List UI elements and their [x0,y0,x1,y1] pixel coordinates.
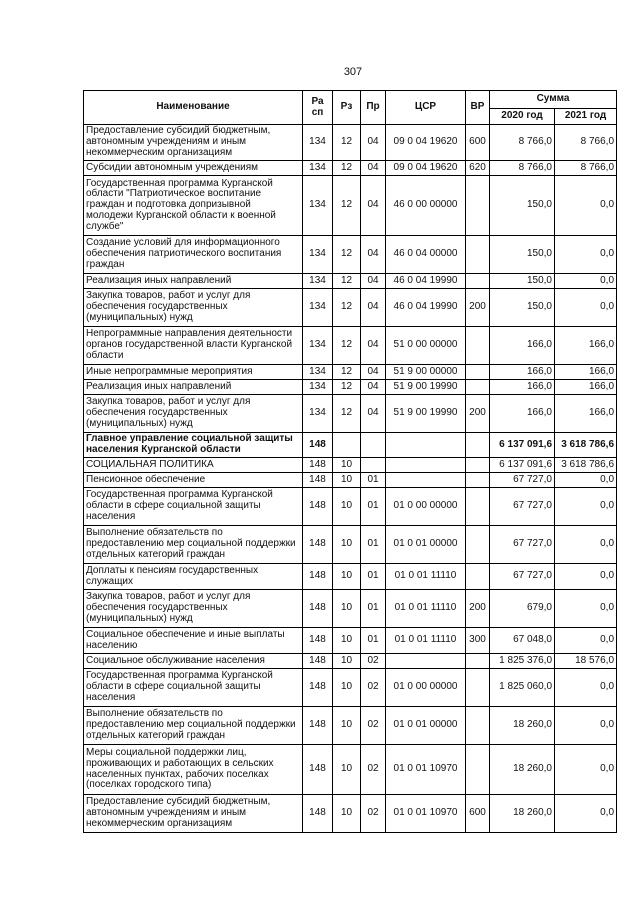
header-rasp: Ра сп [303,91,333,125]
table-row [84,327,617,365]
row-name: Пенсионное обеспечение [84,473,303,488]
row-sum-2021: 0,0 [555,707,617,745]
row-sum-2020: 18 260,0 [490,707,555,745]
row-vr [466,488,490,526]
table-row [84,590,617,628]
row-sum-2021: 0,0 [555,526,617,564]
row-name: Социальное обслуживание населения [84,654,303,669]
row-sum-2021: 0,0 [555,274,617,289]
row-rasp: 134 [303,327,333,365]
row-vr: 600 [466,125,490,161]
row-sum-2021: 166,0 [555,395,617,433]
header-csr: ЦСР [386,91,466,125]
row-rz: 10 [333,795,361,833]
row-name: Государственная программа Курганской области в сфере социальной защиты населения [84,488,303,526]
table-row [84,564,617,590]
row-rz: 12 [333,125,361,161]
row-csr: 46 0 04 19990 [386,289,466,327]
row-pr: 02 [361,669,386,707]
row-vr [466,176,490,236]
row-rz: 10 [333,745,361,795]
row-rz: 12 [333,161,361,176]
row-sum-2021: 0,0 [555,488,617,526]
row-pr: 01 [361,473,386,488]
table-row [84,707,617,745]
row-rasp: 148 [303,564,333,590]
header-2020: 2020 год [490,109,555,125]
row-sum-2020: 67 727,0 [490,526,555,564]
table-row [84,458,617,473]
row-sum-2020: 150,0 [490,274,555,289]
row-sum-2020: 18 260,0 [490,795,555,833]
table-row [84,669,617,707]
row-rasp: 134 [303,125,333,161]
row-csr: 01 0 00 00000 [386,669,466,707]
row-name: Государственная программа Курганской области "Патриотическое воспитание граждан и подготовка допризывной молодежи Курганской области к военной службе" [84,176,303,236]
row-rz: 10 [333,526,361,564]
row-name: Закупка товаров, работ и услуг для обеспечения государственных (муниципальных) нужд [84,289,303,327]
row-rasp: 148 [303,795,333,833]
row-name: Иные непрограммные мероприятия [84,365,303,380]
row-vr: 200 [466,395,490,433]
row-pr: 04 [361,125,386,161]
row-csr: 51 9 00 19990 [386,380,466,395]
row-csr: 51 0 00 00000 [386,327,466,365]
row-rz: 10 [333,669,361,707]
row-rz: 12 [333,289,361,327]
row-rz: 12 [333,327,361,365]
row-sum-2021: 0,0 [555,590,617,628]
row-sum-2020: 166,0 [490,380,555,395]
table-row [84,488,617,526]
row-name: СОЦИАЛЬНАЯ ПОЛИТИКА [84,458,303,473]
row-rz: 10 [333,628,361,654]
row-pr: 02 [361,745,386,795]
row-rasp: 148 [303,473,333,488]
table-row [84,289,617,327]
row-sum-2021: 0,0 [555,473,617,488]
row-sum-2020: 166,0 [490,365,555,380]
row-name: Выполнение обязательств по предоставлению мер социальной поддержки отдельных категорий граждан [84,707,303,745]
row-pr: 01 [361,488,386,526]
row-name: Закупка товаров, работ и услуг для обеспечения государственных (муниципальных) нужд [84,590,303,628]
row-vr [466,564,490,590]
row-csr [386,473,466,488]
row-rz: 10 [333,473,361,488]
table-row [84,365,617,380]
row-pr: 04 [361,327,386,365]
row-pr: 02 [361,795,386,833]
header-2021: 2021 год [555,109,617,125]
row-rz: 12 [333,395,361,433]
row-name: Государственная программа Курганской области в сфере социальной защиты населения [84,669,303,707]
row-sum-2021: 8 766,0 [555,125,617,161]
table-row [84,274,617,289]
row-pr: 04 [361,289,386,327]
row-name: Реализация иных направлений [84,274,303,289]
table-row [84,176,617,236]
row-sum-2021: 0,0 [555,176,617,236]
row-vr: 600 [466,795,490,833]
row-sum-2020: 18 260,0 [490,745,555,795]
row-pr: 04 [361,274,386,289]
row-pr: 04 [361,365,386,380]
row-sum-2020: 150,0 [490,236,555,274]
row-rz [333,433,361,458]
row-rasp: 148 [303,590,333,628]
row-vr [466,745,490,795]
row-csr [386,433,466,458]
row-name: Доплаты к пенсиям государственных служащих [84,564,303,590]
row-csr [386,458,466,473]
row-rasp: 134 [303,236,333,274]
row-rz: 12 [333,380,361,395]
table-row [84,380,617,395]
row-name: Реализация иных направлений [84,380,303,395]
row-rasp: 148 [303,628,333,654]
row-pr: 01 [361,564,386,590]
row-sum-2021: 8 766,0 [555,161,617,176]
row-sum-2020: 1 825 376,0 [490,654,555,669]
row-sum-2020: 8 766,0 [490,125,555,161]
row-sum-2020: 150,0 [490,176,555,236]
row-pr: 04 [361,176,386,236]
row-sum-2021: 0,0 [555,564,617,590]
row-name: Выполнение обязательств по предоставлению мер социальной поддержки отдельных категорий граждан [84,526,303,564]
table-row [84,654,617,669]
table-row [84,236,617,274]
row-pr: 02 [361,654,386,669]
row-sum-2020: 6 137 091,6 [490,433,555,458]
table-row [84,795,617,833]
row-rasp: 148 [303,433,333,458]
row-csr: 09 0 04 19620 [386,161,466,176]
row-pr: 04 [361,380,386,395]
row-csr: 09 0 04 19620 [386,125,466,161]
row-vr: 620 [466,161,490,176]
row-sum-2021: 0,0 [555,795,617,833]
row-sum-2020: 67 727,0 [490,564,555,590]
row-csr: 01 0 01 00000 [386,707,466,745]
row-sum-2021: 0,0 [555,745,617,795]
row-name: Меры социальной поддержки лиц, проживающих и работающих в сельских населенных пунктах, рабочих поселках (поселках городского типа) [84,745,303,795]
row-sum-2021: 166,0 [555,380,617,395]
row-csr: 46 0 04 19990 [386,274,466,289]
row-name: Непрограммные направления деятельности органов государственной власти Курганской области [84,327,303,365]
row-vr [466,654,490,669]
table-row [84,526,617,564]
row-vr [466,526,490,564]
row-rasp: 148 [303,458,333,473]
row-csr: 46 0 00 00000 [386,176,466,236]
row-sum-2021: 3 618 786,6 [555,458,617,473]
row-csr: 01 0 00 00000 [386,488,466,526]
row-rz: 10 [333,488,361,526]
row-rz: 12 [333,365,361,380]
row-vr: 200 [466,590,490,628]
header-rz: Рз [333,91,361,125]
header-pr: Пр [361,91,386,125]
header-name: Наименование [84,91,303,125]
row-rasp: 148 [303,745,333,795]
row-pr: 01 [361,590,386,628]
row-sum-2020: 8 766,0 [490,161,555,176]
row-csr: 51 9 00 19990 [386,395,466,433]
row-sum-2020: 6 137 091,6 [490,458,555,473]
row-csr: 46 0 04 00000 [386,236,466,274]
row-csr: 01 0 01 11110 [386,628,466,654]
table-row [84,395,617,433]
row-rasp: 148 [303,654,333,669]
table-row [84,161,617,176]
row-csr: 01 0 01 11110 [386,564,466,590]
row-name: Субсидии автономным учреждениям [84,161,303,176]
row-sum-2020: 150,0 [490,289,555,327]
row-sum-2021: 0,0 [555,236,617,274]
row-sum-2021: 18 576,0 [555,654,617,669]
row-name: Создание условий для информационного обеспечения патриотического воспитания граждан [84,236,303,274]
row-vr: 300 [466,628,490,654]
row-sum-2020: 679,0 [490,590,555,628]
row-rasp: 148 [303,488,333,526]
row-rz: 10 [333,564,361,590]
row-pr: 04 [361,236,386,274]
row-name: Социальное обеспечение и иные выплаты населению [84,628,303,654]
row-sum-2021: 0,0 [555,289,617,327]
row-name: Главное управление социальной защиты населения Курганской области [84,433,303,458]
row-sum-2021: 0,0 [555,669,617,707]
budget-table [83,90,617,833]
row-sum-2020: 67 727,0 [490,473,555,488]
row-csr [386,654,466,669]
row-csr: 01 0 01 11110 [386,590,466,628]
row-rz: 12 [333,274,361,289]
row-rz: 10 [333,707,361,745]
header-sum: Сумма [490,91,617,109]
row-sum-2020: 1 825 060,0 [490,669,555,707]
row-sum-2021: 3 618 786,6 [555,433,617,458]
table-row [84,628,617,654]
row-sum-2020: 67 048,0 [490,628,555,654]
row-rasp: 134 [303,289,333,327]
row-rz: 12 [333,176,361,236]
row-vr [466,458,490,473]
row-rasp: 134 [303,161,333,176]
row-rasp: 148 [303,707,333,745]
row-vr [466,380,490,395]
row-vr [466,433,490,458]
row-sum-2021: 166,0 [555,365,617,380]
row-pr: 04 [361,395,386,433]
row-pr: 04 [361,161,386,176]
row-sum-2020: 67 727,0 [490,488,555,526]
row-vr [466,473,490,488]
row-vr [466,707,490,745]
row-pr [361,458,386,473]
row-pr: 02 [361,707,386,745]
table-row [84,433,617,458]
table-row [84,473,617,488]
row-rasp: 134 [303,365,333,380]
row-pr: 01 [361,628,386,654]
row-rz: 10 [333,590,361,628]
row-sum-2020: 166,0 [490,327,555,365]
row-csr: 01 0 01 10970 [386,795,466,833]
row-rasp: 148 [303,669,333,707]
row-sum-2021: 0,0 [555,628,617,654]
row-pr [361,433,386,458]
row-rasp: 148 [303,526,333,564]
row-rz: 12 [333,236,361,274]
row-vr [466,669,490,707]
row-name: Предоставление субсидий бюджетным, автономным учреждениям и иным некоммерческим организациям [84,795,303,833]
row-vr [466,365,490,380]
row-vr [466,236,490,274]
row-rz: 10 [333,458,361,473]
table-row [84,745,617,795]
row-sum-2020: 166,0 [490,395,555,433]
row-name: Предоставление субсидий бюджетным, автономным учреждениям и иным некоммерческим организациям [84,125,303,161]
row-vr [466,327,490,365]
table-row [84,125,617,161]
row-vr: 200 [466,289,490,327]
row-rz: 10 [333,654,361,669]
row-rasp: 134 [303,274,333,289]
row-csr: 51 9 00 00000 [386,365,466,380]
row-rasp: 134 [303,380,333,395]
row-vr [466,274,490,289]
row-csr: 01 0 01 10970 [386,745,466,795]
row-rasp: 134 [303,395,333,433]
row-csr: 01 0 01 00000 [386,526,466,564]
page-number: 307 [343,66,363,78]
row-sum-2021: 166,0 [555,327,617,365]
header-vr: ВР [466,91,490,125]
row-rasp: 134 [303,176,333,236]
row-name: Закупка товаров, работ и услуг для обеспечения государственных (муниципальных) нужд [84,395,303,433]
row-pr: 01 [361,526,386,564]
